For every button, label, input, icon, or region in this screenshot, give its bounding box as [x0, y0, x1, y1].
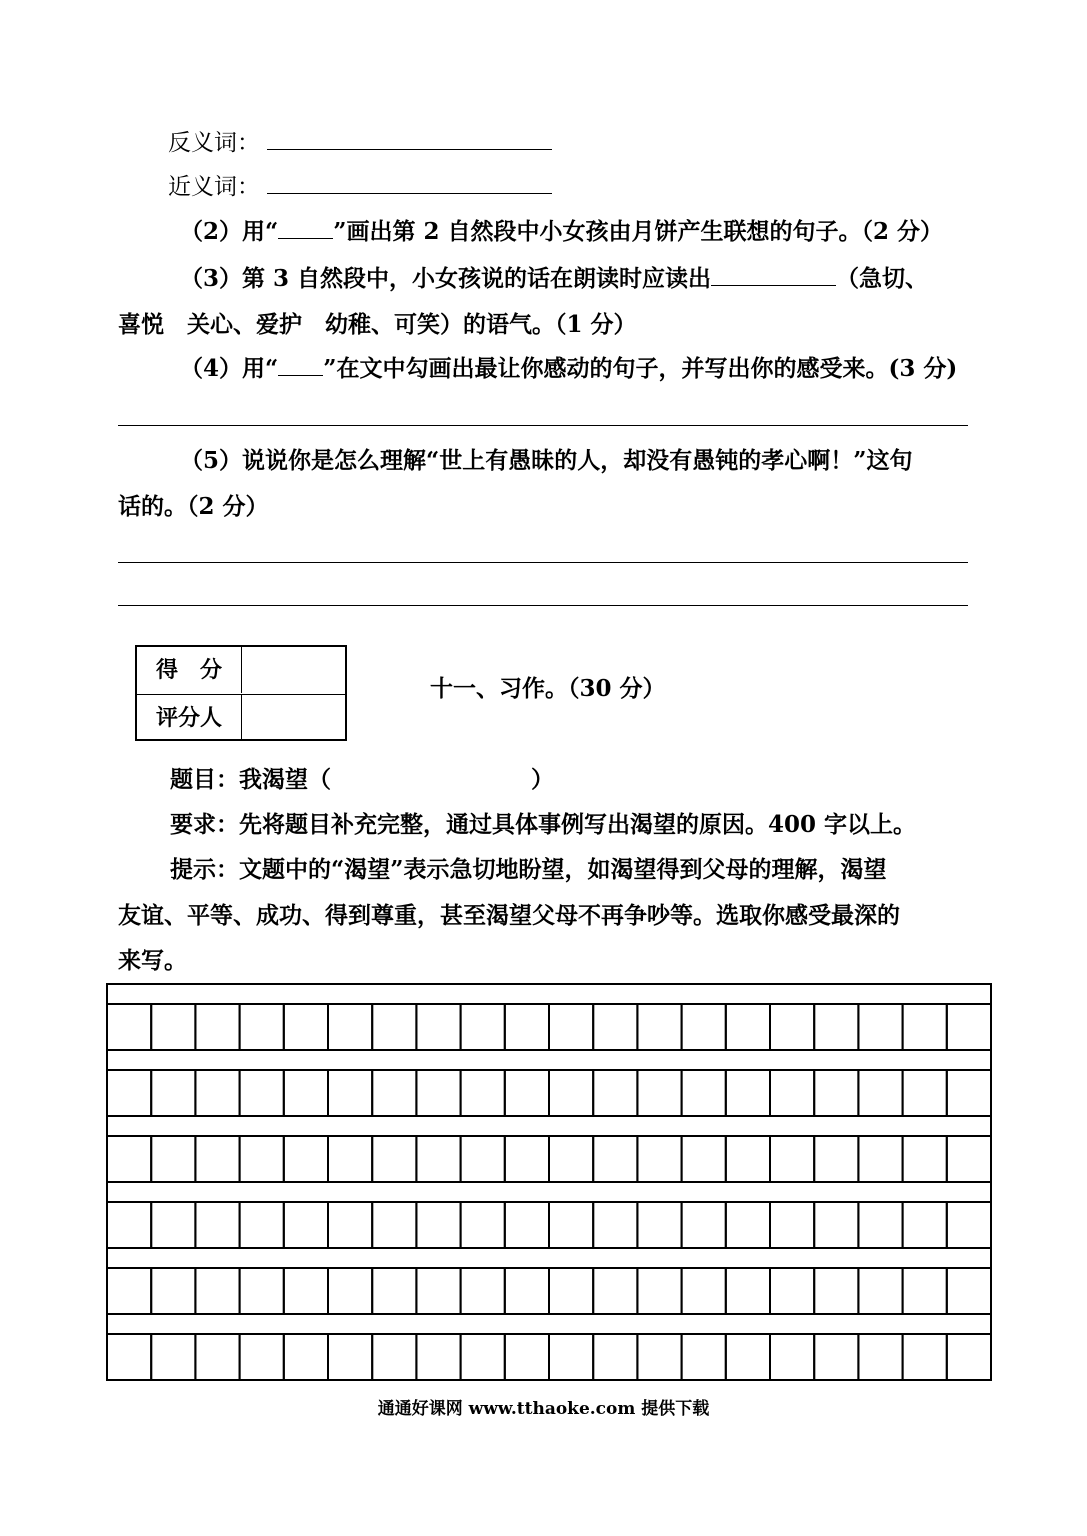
synonym-line [168, 172, 552, 202]
topic-label: 题目：我渴望（ [170, 766, 331, 793]
topic-line [170, 765, 554, 795]
grid-cell[interactable] [107, 1136, 151, 1182]
q3-text-after: （急切、 [836, 265, 929, 292]
grid-cell[interactable] [593, 1334, 637, 1380]
synonym-label: 近义词： [168, 174, 260, 200]
grid-cell[interactable] [947, 1070, 991, 1116]
q2-text-before: （2）用“ [180, 218, 279, 245]
q3-text-before: （3）第 3 自然段中，小女孩说的话在朗读时应读出 [180, 265, 712, 292]
grid-cell[interactable] [416, 1004, 460, 1050]
grid-cell[interactable] [903, 1202, 947, 1248]
grid-cell[interactable] [858, 1136, 902, 1182]
grid-cell[interactable] [151, 1070, 195, 1116]
grid-cell[interactable] [195, 1136, 239, 1182]
grid-cell[interactable] [726, 1136, 770, 1182]
grid-cell[interactable] [682, 1202, 726, 1248]
grid-cell[interactable] [903, 1136, 947, 1182]
grid-cell[interactable] [372, 1334, 416, 1380]
grid-cell[interactable] [770, 1136, 814, 1182]
hint-line1: 提示：文题中的“渴望”表示急切地盼望，如渴望得到父母的理解，渴望 [170, 856, 887, 883]
grid-cell[interactable] [947, 1334, 991, 1380]
grid-spacer-row [107, 1314, 991, 1334]
grid-spacer-row [107, 1248, 991, 1268]
question-5-line2: 话的。（2 分） [118, 493, 269, 520]
grid-cell[interactable] [814, 1202, 858, 1248]
antonym-line [168, 128, 552, 158]
grid-cell[interactable] [461, 1268, 505, 1314]
question-3-line1 [180, 264, 928, 294]
grid-cell[interactable] [726, 1004, 770, 1050]
grid-cell[interactable] [151, 1202, 195, 1248]
grid-cell[interactable] [328, 1202, 372, 1248]
grid-cell[interactable] [858, 1070, 902, 1116]
question-5-line1: （5）说说你是怎么理解“世上有愚昧的人，却没有愚钝的孝心啊！”这句 [180, 447, 913, 474]
grid-cell[interactable] [903, 1334, 947, 1380]
score-value-cell[interactable] [242, 647, 345, 693]
grid-cell[interactable] [549, 1268, 593, 1314]
grid-cell[interactable] [770, 1268, 814, 1314]
grid-cell[interactable] [726, 1070, 770, 1116]
grid-cell[interactable] [195, 1004, 239, 1050]
question-4 [180, 354, 957, 384]
grid-cell[interactable] [240, 1070, 284, 1116]
grid-cell[interactable] [151, 1334, 195, 1380]
grid-cell[interactable] [814, 1268, 858, 1314]
grid-cell[interactable] [372, 1004, 416, 1050]
grid-cell[interactable] [416, 1070, 460, 1116]
grid-cell[interactable] [240, 1268, 284, 1314]
grid-cell[interactable] [637, 1202, 681, 1248]
grid-cell[interactable] [284, 1202, 328, 1248]
q2-underline-mark [278, 224, 333, 239]
grid-spacer-row [107, 1182, 991, 1202]
grid-cell[interactable] [549, 1334, 593, 1380]
grid-cell[interactable] [637, 1334, 681, 1380]
grid-cell[interactable] [151, 1004, 195, 1050]
grid-cell[interactable] [814, 1070, 858, 1116]
grid-cell[interactable] [549, 1070, 593, 1116]
grid-spacer-row [107, 984, 991, 1004]
grid-cell[interactable] [372, 1070, 416, 1116]
grid-cell[interactable] [682, 1136, 726, 1182]
grid-cell[interactable] [549, 1202, 593, 1248]
grid-cell[interactable] [461, 1202, 505, 1248]
grid-cell[interactable] [637, 1004, 681, 1050]
grid-cell[interactable] [416, 1202, 460, 1248]
score-label: 得 分 [137, 647, 242, 693]
grid-cell[interactable] [682, 1268, 726, 1314]
grid-cell[interactable] [461, 1004, 505, 1050]
question-2 [180, 217, 943, 247]
score-row [137, 647, 345, 693]
grid-cell[interactable] [593, 1268, 637, 1314]
grid-cell[interactable] [505, 1202, 549, 1248]
grid-cell[interactable] [637, 1070, 681, 1116]
grid-cell[interactable] [637, 1268, 681, 1314]
grid-cell[interactable] [240, 1334, 284, 1380]
grid-cell[interactable] [284, 1004, 328, 1050]
grid-cell[interactable] [151, 1136, 195, 1182]
synonym-blank[interactable] [267, 175, 552, 194]
grid-cell[interactable] [505, 1004, 549, 1050]
grid-cell[interactable] [858, 1004, 902, 1050]
grid-cell[interactable] [770, 1202, 814, 1248]
grid-cell[interactable] [461, 1334, 505, 1380]
grid-cell[interactable] [107, 1268, 151, 1314]
grid-cell[interactable] [947, 1268, 991, 1314]
grid-cell[interactable] [814, 1136, 858, 1182]
grid-cell[interactable] [328, 1268, 372, 1314]
grid-cell[interactable] [284, 1070, 328, 1116]
grid-cell[interactable] [195, 1202, 239, 1248]
grid-cell[interactable] [107, 1334, 151, 1380]
grid-cell[interactable] [903, 1004, 947, 1050]
writing-grid[interactable] [105, 982, 995, 1384]
grid-cell[interactable] [107, 1202, 151, 1248]
grid-cell[interactable] [903, 1268, 947, 1314]
grid-cell[interactable] [416, 1136, 460, 1182]
grid-cell[interactable] [505, 1268, 549, 1314]
hint-line3: 来写。 [118, 947, 187, 974]
grid-cell[interactable] [682, 1004, 726, 1050]
grid-cell[interactable] [151, 1268, 195, 1314]
grid-cell[interactable] [328, 1334, 372, 1380]
grid-cell[interactable] [726, 1202, 770, 1248]
grid-cell[interactable] [814, 1334, 858, 1380]
grader-label: 评分人 [137, 695, 242, 741]
antonym-label: 反义词： [168, 130, 260, 156]
grid-cell[interactable] [593, 1004, 637, 1050]
score-table [135, 645, 347, 741]
grid-cell[interactable] [461, 1070, 505, 1116]
grid-cell[interactable] [195, 1070, 239, 1116]
grid-cell[interactable] [947, 1004, 991, 1050]
grid-cell[interactable] [947, 1202, 991, 1248]
grid-cell[interactable] [240, 1004, 284, 1050]
grid-cell[interactable] [682, 1334, 726, 1380]
q5-answer-line-1[interactable] [118, 562, 968, 563]
grid-cell[interactable] [593, 1070, 637, 1116]
grid-cell[interactable] [328, 1136, 372, 1182]
grid-cell[interactable] [240, 1202, 284, 1248]
grid-cell[interactable] [284, 1268, 328, 1314]
grid-spacer-row [107, 1050, 991, 1070]
grid-cell[interactable] [726, 1268, 770, 1314]
grid-cell[interactable] [947, 1136, 991, 1182]
grid-cell[interactable] [416, 1334, 460, 1380]
grid-cell[interactable] [682, 1070, 726, 1116]
grid-cell[interactable] [416, 1268, 460, 1314]
grid-cell[interactable] [593, 1136, 637, 1182]
grid-cell[interactable] [284, 1136, 328, 1182]
section-title: 十一、习作。（30 分） [430, 675, 666, 702]
grid-cell[interactable] [461, 1136, 505, 1182]
grid-cell[interactable] [372, 1136, 416, 1182]
requirement: 要求：先将题目补充完整，通过具体事例写出渴望的原因。400 字以上。 [170, 811, 917, 838]
hint-line2: 友谊、平等、成功、得到尊重，甚至渴望父母不再争吵等。选取你感受最深的 [118, 902, 900, 929]
grader-value-cell[interactable] [242, 695, 345, 741]
grid-cell[interactable] [549, 1136, 593, 1182]
q2-text-after: ”画出第 2 自然段中小女孩由月饼产生联想的句子。（2 分） [333, 218, 943, 245]
grid-cell[interactable] [858, 1202, 902, 1248]
footer: 通通好课网 www.tthaoke.com 提供下载 [377, 1399, 710, 1419]
grid-cell[interactable] [770, 1004, 814, 1050]
grid-cell[interactable] [814, 1004, 858, 1050]
grid-cell[interactable] [240, 1136, 284, 1182]
grid-cell[interactable] [637, 1136, 681, 1182]
q3-answer-blank[interactable] [711, 267, 836, 286]
q5-answer-line-2[interactable] [118, 605, 968, 606]
antonym-blank[interactable] [267, 131, 552, 150]
grid-cell[interactable] [195, 1268, 239, 1314]
grid-cell[interactable] [726, 1334, 770, 1380]
q4-answer-line[interactable] [118, 425, 968, 426]
grid-cell[interactable] [195, 1334, 239, 1380]
grid-spacer-row [107, 1116, 991, 1136]
grid-cell[interactable] [372, 1268, 416, 1314]
grid-cell[interactable] [549, 1004, 593, 1050]
grid-cell[interactable] [505, 1334, 549, 1380]
grid-cell[interactable] [284, 1334, 328, 1380]
question-3-line2: 喜悦 关心、爱护 幼稚、可笑）的语气。（1 分） [118, 311, 637, 338]
q4-text-after: ”在文中勾画出最让你感动的句子，并写出你的感受来。(3 分) [323, 355, 958, 382]
grid-cell[interactable] [770, 1334, 814, 1380]
grid-cell[interactable] [107, 1004, 151, 1050]
grid-cell[interactable] [593, 1202, 637, 1248]
q4-text-before: （4）用“ [180, 355, 279, 382]
grid-cell[interactable] [505, 1136, 549, 1182]
grid-cell[interactable] [107, 1070, 151, 1116]
topic-close: ） [531, 766, 554, 793]
grader-row [137, 694, 345, 741]
grid-cell[interactable] [858, 1268, 902, 1314]
grid-cell[interactable] [903, 1070, 947, 1116]
grid-cell[interactable] [770, 1070, 814, 1116]
grid-cell[interactable] [505, 1070, 549, 1116]
grid-cell[interactable] [328, 1004, 372, 1050]
grid-cell[interactable] [372, 1202, 416, 1248]
grid-cell[interactable] [328, 1070, 372, 1116]
q4-underline-mark [278, 361, 323, 376]
grid-cell[interactable] [858, 1334, 902, 1380]
